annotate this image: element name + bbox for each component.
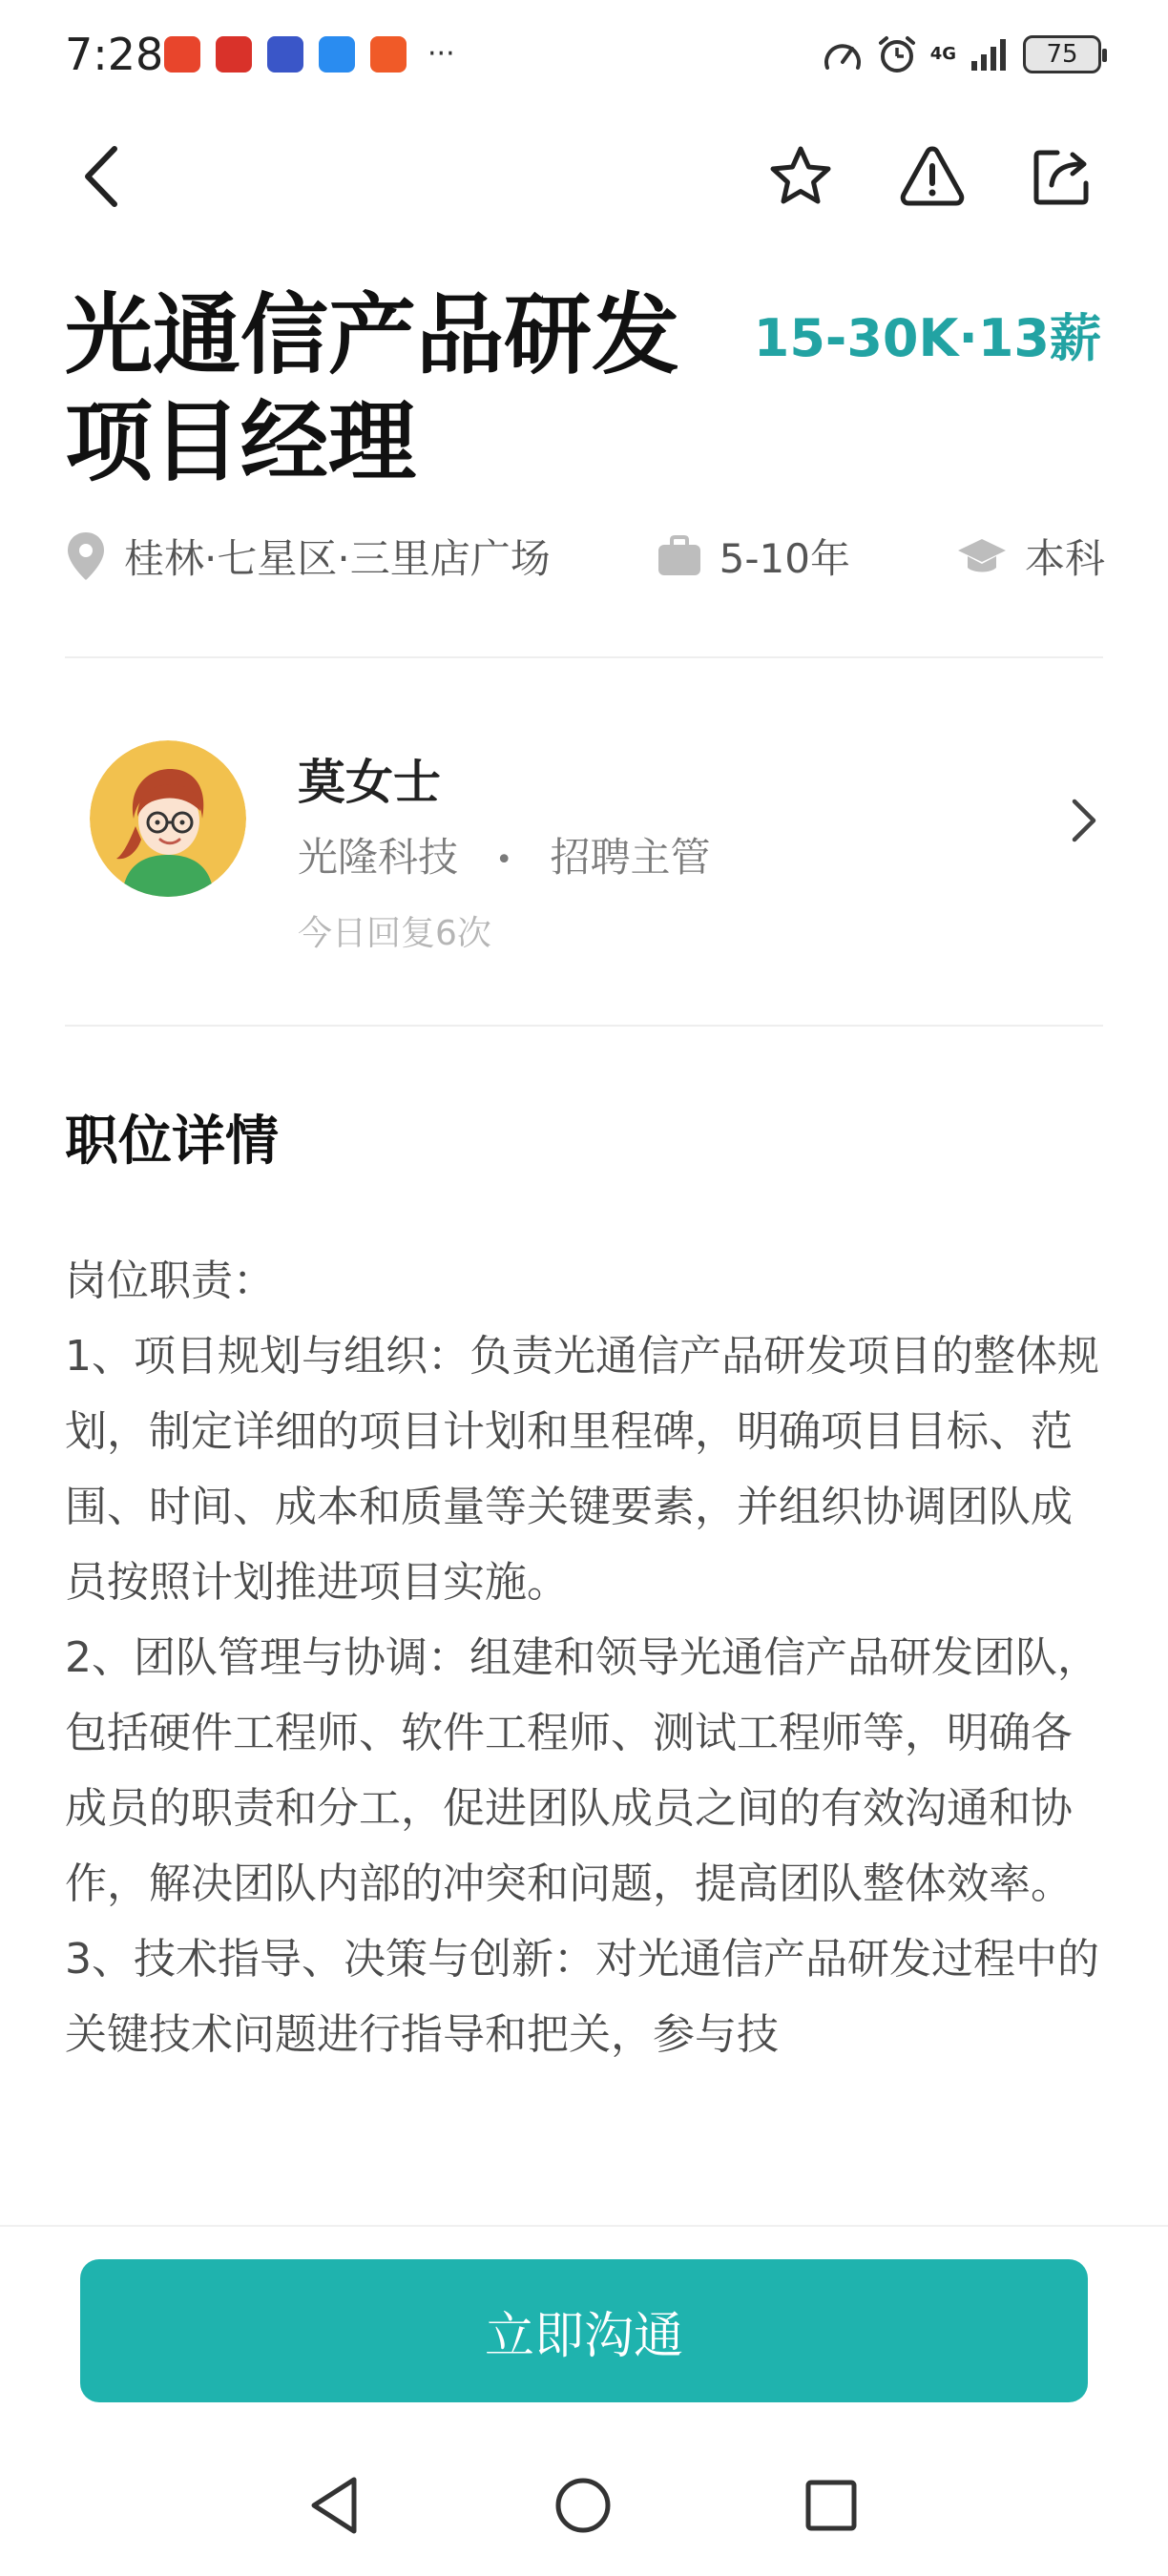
- system-navigation: [0, 2448, 1168, 2553]
- share-button[interactable]: [1019, 134, 1105, 219]
- back-button[interactable]: [59, 134, 145, 219]
- job-description: 岗位职责： 1、项目规划与组织：负责光通信产品研发项目的整体规划，制定详细的项目计划和里程碑，明确项目目标、范围、时间、成本和质量等关键要素，并组织协调团队成员按照计划推进项目实施。 2、团队管理与协调：组建和领导光通信产品研发团队，包括硬件工程师、软件工程师、测试工程师等，明确各成员的职责和分工，促进团队成员之间的有效沟通和协作，解决团队内部的冲突和问题，提高团队整体效率。 3、技术指导、决策与创新：对光通信产品研发过程中的关键技术问题进行指导和把关，参与技: [65, 1257, 1099, 2059]
- app-notification-5-icon: [370, 36, 407, 73]
- salary: 15-30K·13薪: [753, 308, 1101, 368]
- share-icon: [1029, 143, 1095, 210]
- location-item: [65, 528, 551, 585]
- divider: [65, 656, 1103, 658]
- section-title: 职位详情: [65, 1111, 279, 1173]
- location-text: 桂林·七星区·三里店广场: [124, 535, 551, 582]
- star-icon: [767, 143, 834, 210]
- app-notification-2-icon: [216, 36, 252, 73]
- triangle-back-icon: [306, 2474, 364, 2537]
- system-recents-button[interactable]: [788, 2467, 874, 2544]
- experience-item: [657, 528, 850, 585]
- alarm-icon: [877, 34, 917, 74]
- education-text: 本科: [1024, 535, 1105, 582]
- company-role-separator: •: [495, 843, 513, 877]
- recruiter-card[interactable]: [65, 716, 1103, 973]
- network-type: 4G: [929, 44, 956, 64]
- status-time: 7:28: [65, 29, 164, 80]
- experience-text: 5-10年: [719, 535, 850, 582]
- warning-icon: [898, 143, 967, 210]
- recruiter-name: 莫女士: [298, 755, 441, 810]
- chat-now-button[interactable]: 立即沟通: [80, 2259, 1088, 2402]
- battery-indicator: 75: [1023, 35, 1101, 73]
- top-navigation: [0, 134, 1168, 219]
- graduation-cap-icon: [956, 535, 1008, 577]
- chevron-right-icon: [1065, 792, 1103, 849]
- signal-icon: [970, 36, 1010, 73]
- recruiter-role: 招聘主管: [550, 834, 711, 881]
- recruiter-avatar: [90, 740, 246, 897]
- status-bar: [0, 0, 1168, 114]
- recruiter-company: 光隆科技: [298, 834, 459, 881]
- system-home-button[interactable]: [540, 2467, 626, 2544]
- avatar-illustration-icon: [90, 740, 246, 897]
- system-back-button[interactable]: [292, 2467, 378, 2544]
- app-notification-4-icon: [319, 36, 355, 73]
- speed-icon: [822, 35, 864, 73]
- education-item: [956, 528, 1105, 585]
- favorite-button[interactable]: [758, 134, 844, 219]
- divider: [65, 1025, 1103, 1027]
- notification-icons: [164, 36, 455, 73]
- location-pin-icon: [65, 530, 107, 582]
- back-arrow-icon: [78, 143, 126, 210]
- job-title: 光通信产品研发项目经理: [65, 284, 680, 493]
- circle-home-icon: [553, 2475, 614, 2536]
- bottom-bar: [0, 2225, 1168, 2576]
- report-button[interactable]: [889, 134, 975, 219]
- recruiter-company-line: [298, 826, 710, 883]
- briefcase-icon: [657, 535, 702, 577]
- job-meta: [65, 523, 1105, 590]
- more-notifications-icon: ···: [428, 37, 455, 71]
- reply-status: 今日回复6次: [298, 914, 491, 953]
- app-notification-1-icon: [164, 36, 200, 73]
- square-recents-icon: [803, 2477, 860, 2534]
- status-indicators: [822, 34, 1101, 74]
- app-notification-3-icon: [267, 36, 303, 73]
